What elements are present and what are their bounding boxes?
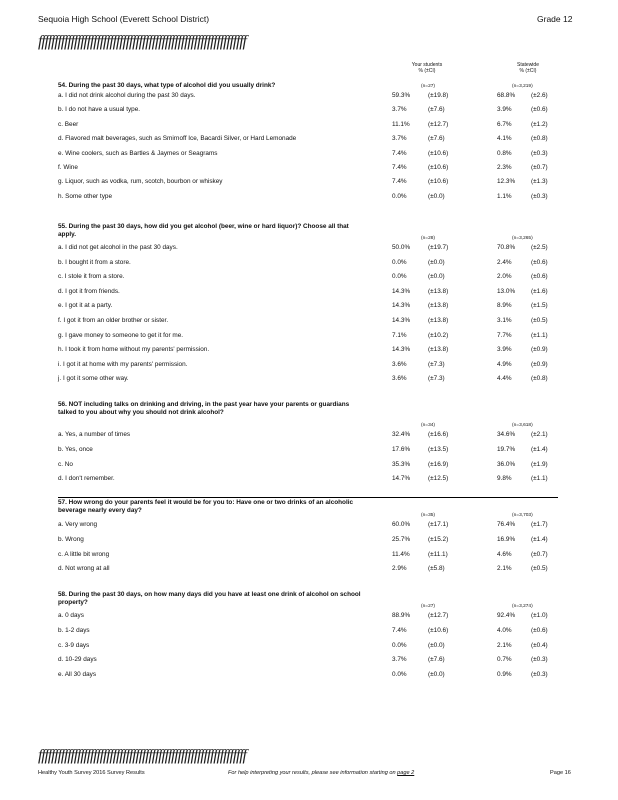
statewide-percent: 19.7% bbox=[497, 446, 516, 453]
statewide-ci: (±0.7) bbox=[531, 164, 548, 171]
your-students-percent: 3.7% bbox=[392, 106, 407, 113]
response-option-label: d. I got it from friends. bbox=[58, 288, 120, 295]
statewide-ci: (±0.3) bbox=[531, 150, 548, 157]
response-option-label: i. I got it at home with my parents' permission. bbox=[58, 361, 188, 368]
your-students-percent: 0.0% bbox=[392, 193, 407, 200]
statewide-percent: 2.1% bbox=[497, 565, 512, 572]
statewide-pct-ci: % (±CI) bbox=[519, 68, 537, 74]
your-students-ci: (±16.6) bbox=[428, 431, 449, 438]
footer-page-number: Page 16 bbox=[550, 770, 571, 776]
your-students-percent: 7.4% bbox=[392, 150, 407, 157]
response-option-label: a. Very wrong bbox=[58, 521, 98, 528]
statewide-percent: 8.9% bbox=[497, 302, 512, 309]
footer-help-label: For help interpreting your results, please see information starting on bbox=[228, 770, 396, 776]
statewide-percent: 1.1% bbox=[497, 193, 512, 200]
your-students-ci: (±7.3) bbox=[428, 375, 445, 382]
your-students-ci: (±10.6) bbox=[428, 178, 449, 185]
footer-help-text bbox=[228, 770, 414, 776]
your-students-ci: (±10.6) bbox=[428, 150, 449, 157]
statewide-ci: (±1.4) bbox=[531, 536, 548, 543]
statewide-ci: (±0.9) bbox=[531, 346, 548, 353]
statewide-percent: 92.4% bbox=[497, 612, 516, 619]
statewide-label: Statewide bbox=[517, 62, 539, 68]
response-option-label: h. I took it from home without my parents' permission. bbox=[58, 346, 210, 353]
your-students-label: Your students bbox=[411, 62, 443, 68]
your-students-ci: (±0.0) bbox=[428, 193, 445, 200]
question-title: 56. NOT including talks on drinking and driving, in the past year have your parents or guardians talked to you about why you should not drink alcohol? bbox=[58, 401, 350, 416]
decorative-line-bottom: ffffffffffffffffffffffffffffffffffffffffffffffffffffffffffffffff bbox=[38, 748, 246, 764]
your-students-ci: (±0.0) bbox=[428, 259, 445, 266]
statewide-percent: 0.7% bbox=[497, 656, 512, 663]
your-students-ci: (±0.0) bbox=[428, 273, 445, 280]
statewide-ci: (±1.4) bbox=[531, 446, 548, 453]
decorative-line-top: ffffffffffffffffffffffffffffffffffffffffffffffffffffffffffffffff bbox=[38, 34, 246, 50]
statewide-percent: 3.9% bbox=[497, 106, 512, 113]
statewide-percent: 3.1% bbox=[497, 317, 512, 324]
response-option-label: e. All 30 days bbox=[58, 671, 97, 678]
your-students-percent: 3.7% bbox=[392, 656, 407, 663]
sample-size-your-students: (n=34) bbox=[421, 423, 435, 428]
your-students-ci: (±13.8) bbox=[428, 317, 449, 324]
response-option-label: a. 0 days bbox=[58, 612, 84, 619]
response-option-label: g. Liquor, such as vodka, rum, scotch, bourbon or whiskey bbox=[58, 178, 223, 185]
statewide-ci: (±1.1) bbox=[531, 332, 548, 339]
response-option-label: g. I gave money to someone to get it for me. bbox=[58, 332, 184, 339]
school-name: Sequoia High School (Everett School District) bbox=[38, 14, 210, 24]
statewide-percent: 2.4% bbox=[497, 259, 512, 266]
statewide-percent: 76.4% bbox=[497, 521, 516, 528]
your-students-percent: 60.0% bbox=[392, 521, 411, 528]
response-option-label: c. I stole it from a store. bbox=[58, 273, 125, 280]
your-students-ci: (±0.0) bbox=[428, 642, 445, 649]
your-students-percent: 7.4% bbox=[392, 627, 407, 634]
your-students-percent: 7.4% bbox=[392, 164, 407, 171]
your-students-ci: (±12.7) bbox=[428, 121, 449, 128]
sample-size-statewide: (n=3,618) bbox=[512, 423, 533, 428]
your-students-percent: 50.0% bbox=[392, 244, 411, 251]
statewide-percent: 7.7% bbox=[497, 332, 512, 339]
sample-size-your-students: (n=28) bbox=[421, 236, 435, 241]
response-option-label: c. 3-9 days bbox=[58, 642, 90, 649]
statewide-ci: (±1.9) bbox=[531, 461, 548, 468]
statewide-percent: 4.9% bbox=[497, 361, 512, 368]
your-students-percent: 14.7% bbox=[392, 475, 411, 482]
footer-survey-title: Healthy Youth Survey 2016 Survey Results bbox=[38, 770, 145, 776]
statewide-percent: 36.0% bbox=[497, 461, 516, 468]
sample-size-your-students: (n=27) bbox=[421, 604, 435, 609]
column-header-your-students bbox=[392, 62, 462, 74]
column-header-statewide bbox=[498, 62, 558, 74]
response-option-label: c. Beer bbox=[58, 121, 79, 128]
statewide-ci: (±0.8) bbox=[531, 135, 548, 142]
response-option-label: c. No bbox=[58, 461, 73, 468]
statewide-ci: (±2.6) bbox=[531, 92, 548, 99]
sample-size-statewide: (n=3,219) bbox=[512, 84, 533, 89]
response-option-label: c. A little bit wrong bbox=[58, 551, 110, 558]
statewide-ci: (±1.5) bbox=[531, 302, 548, 309]
your-students-percent: 3.7% bbox=[392, 135, 407, 142]
response-option-label: b. Wrong bbox=[58, 536, 84, 543]
footer-page-link[interactable]: page 2 bbox=[397, 770, 415, 776]
response-option-label: b. 1-2 days bbox=[58, 627, 90, 634]
statewide-ci: (±0.5) bbox=[531, 317, 548, 324]
statewide-ci: (±1.2) bbox=[531, 121, 548, 128]
response-option-label: d. Flavored malt beverages, such as Smirnoff Ice, Bacardi Silver, or Hard Lemonade bbox=[58, 135, 297, 142]
statewide-ci: (±2.5) bbox=[531, 244, 548, 251]
statewide-percent: 4.6% bbox=[497, 551, 512, 558]
statewide-ci: (±0.6) bbox=[531, 106, 548, 113]
statewide-percent: 0.9% bbox=[497, 671, 512, 678]
statewide-ci: (±1.0) bbox=[531, 612, 548, 619]
statewide-ci: (±1.7) bbox=[531, 521, 548, 528]
response-option-label: e. Wine coolers, such as Bartles & Jaymes or Seagrams bbox=[58, 150, 218, 157]
response-option-label: d. I don't remember. bbox=[58, 475, 115, 482]
your-students-percent: 35.3% bbox=[392, 461, 411, 468]
your-students-ci: (±17.1) bbox=[428, 521, 449, 528]
your-students-ci: (±12.7) bbox=[428, 612, 449, 619]
statewide-ci: (±0.8) bbox=[531, 375, 548, 382]
statewide-percent: 2.1% bbox=[497, 642, 512, 649]
your-students-percent: 88.9% bbox=[392, 612, 411, 619]
your-students-ci: (±15.2) bbox=[428, 536, 449, 543]
response-option-label: d. 10-29 days bbox=[58, 656, 97, 663]
your-students-ci: (±13.8) bbox=[428, 346, 449, 353]
response-option-label: a. I did not get alcohol in the past 30 days. bbox=[58, 244, 178, 251]
response-option-label: h. Some other type bbox=[58, 193, 112, 200]
statewide-ci: (±0.3) bbox=[531, 656, 548, 663]
statewide-ci: (±0.4) bbox=[531, 642, 548, 649]
statewide-ci: (±0.6) bbox=[531, 627, 548, 634]
sample-size-statewide: (n=3,274) bbox=[512, 604, 533, 609]
statewide-ci: (±2.1) bbox=[531, 431, 548, 438]
question-divider bbox=[58, 497, 558, 498]
your-students-ci: (±13.8) bbox=[428, 288, 449, 295]
your-students-percent: 14.3% bbox=[392, 288, 411, 295]
sample-size-statewide: (n=3,703) bbox=[512, 513, 533, 518]
statewide-ci: (±0.6) bbox=[531, 273, 548, 280]
your-students-ci: (±7.3) bbox=[428, 361, 445, 368]
your-students-ci: (±10.6) bbox=[428, 627, 449, 634]
sample-size-statewide: (n=3,265) bbox=[512, 236, 533, 241]
response-option-label: b. I do not have a usual type. bbox=[58, 106, 141, 113]
question-title: 57. How wrong do your parents feel it would be for you to: Have one or two drinks of an alcoholic beverage nearly every day? bbox=[58, 499, 354, 514]
your-students-percent: 0.0% bbox=[392, 259, 407, 266]
statewide-ci: (±0.7) bbox=[531, 551, 548, 558]
your-students-percent: 59.3% bbox=[392, 92, 411, 99]
question-title: 54. During the past 30 days, what type of alcohol did you usually drink? bbox=[58, 82, 276, 89]
statewide-ci: (±0.5) bbox=[531, 565, 548, 572]
your-students-percent: 3.6% bbox=[392, 375, 407, 382]
response-option-label: j. I got it some other way. bbox=[58, 375, 129, 382]
response-option-label: d. Not wrong at all bbox=[58, 565, 110, 572]
your-students-ci: (±5.8) bbox=[428, 565, 445, 572]
your-students-ci: (±0.0) bbox=[428, 671, 445, 678]
statewide-percent: 6.7% bbox=[497, 121, 512, 128]
your-students-percent: 0.0% bbox=[392, 671, 407, 678]
your-students-percent: 2.9% bbox=[392, 565, 407, 572]
your-students-percent: 7.4% bbox=[392, 178, 407, 185]
your-students-percent: 7.1% bbox=[392, 332, 407, 339]
your-students-ci: (±13.8) bbox=[428, 302, 449, 309]
sample-size-your-students: (n=35) bbox=[421, 513, 435, 518]
statewide-ci: (±0.9) bbox=[531, 361, 548, 368]
your-students-percent: 11.1% bbox=[392, 121, 410, 128]
statewide-percent: 34.6% bbox=[497, 431, 516, 438]
question-title: 55. During the past 30 days, how did you get alcohol (beer, wine or hard liquor)? Choose all that apply. bbox=[58, 223, 349, 238]
response-option-label: b. Yes, once bbox=[58, 446, 93, 453]
response-option-label: a. I did not drink alcohol during the past 30 days. bbox=[58, 92, 196, 99]
your-students-pct-ci: % (±CI) bbox=[418, 68, 436, 74]
statewide-percent: 0.8% bbox=[497, 150, 512, 157]
your-students-percent: 25.7% bbox=[392, 536, 411, 543]
your-students-percent: 0.0% bbox=[392, 273, 407, 280]
statewide-ci: (±1.3) bbox=[531, 178, 548, 185]
question-title: 58. During the past 30 days, on how many days did you have at least one drink of alcohol on school property? bbox=[58, 591, 361, 606]
statewide-percent: 2.3% bbox=[497, 164, 512, 171]
your-students-ci: (±10.2) bbox=[428, 332, 449, 339]
statewide-percent: 12.3% bbox=[497, 178, 516, 185]
your-students-percent: 14.3% bbox=[392, 317, 411, 324]
your-students-percent: 3.6% bbox=[392, 361, 407, 368]
grade-label: Grade 12 bbox=[537, 14, 573, 24]
your-students-ci: (±19.7) bbox=[428, 244, 449, 251]
your-students-ci: (±16.9) bbox=[428, 461, 449, 468]
statewide-percent: 2.0% bbox=[497, 273, 512, 280]
your-students-ci: (±11.1) bbox=[428, 551, 448, 558]
statewide-percent: 4.0% bbox=[497, 627, 512, 634]
statewide-percent: 3.9% bbox=[497, 346, 512, 353]
your-students-ci: (±10.6) bbox=[428, 164, 449, 171]
your-students-percent: 17.6% bbox=[392, 446, 411, 453]
response-option-label: b. I bought it from a store. bbox=[58, 259, 131, 266]
statewide-ci: (±1.6) bbox=[531, 288, 548, 295]
statewide-ci: (±0.3) bbox=[531, 671, 548, 678]
response-option-label: e. I got it at a party. bbox=[58, 302, 113, 309]
sample-size-your-students: (n=27) bbox=[421, 84, 435, 89]
response-option-label: a. Yes, a number of times bbox=[58, 431, 131, 438]
your-students-percent: 0.0% bbox=[392, 642, 407, 649]
your-students-ci: (±13.5) bbox=[428, 446, 449, 453]
response-option-label: f. Wine bbox=[58, 164, 78, 171]
your-students-ci: (±7.6) bbox=[428, 135, 445, 142]
statewide-percent: 13.0% bbox=[497, 288, 516, 295]
statewide-percent: 4.1% bbox=[497, 135, 512, 142]
statewide-percent: 9.8% bbox=[497, 475, 512, 482]
statewide-ci: (±1.1) bbox=[531, 475, 548, 482]
statewide-ci: (±0.3) bbox=[531, 193, 548, 200]
statewide-percent: 16.9% bbox=[497, 536, 516, 543]
your-students-percent: 32.4% bbox=[392, 431, 411, 438]
your-students-percent: 14.3% bbox=[392, 346, 411, 353]
your-students-ci: (±19.8) bbox=[428, 92, 449, 99]
your-students-ci: (±12.5) bbox=[428, 475, 449, 482]
statewide-percent: 70.8% bbox=[497, 244, 516, 251]
your-students-ci: (±7.6) bbox=[428, 656, 445, 663]
statewide-ci: (±0.6) bbox=[531, 259, 548, 266]
statewide-percent: 68.8% bbox=[497, 92, 516, 99]
your-students-percent: 14.3% bbox=[392, 302, 411, 309]
your-students-percent: 11.4% bbox=[392, 551, 410, 558]
statewide-percent: 4.4% bbox=[497, 375, 512, 382]
response-option-label: f. I got it from an older brother or sister. bbox=[58, 317, 169, 324]
your-students-ci: (±7.6) bbox=[428, 106, 445, 113]
